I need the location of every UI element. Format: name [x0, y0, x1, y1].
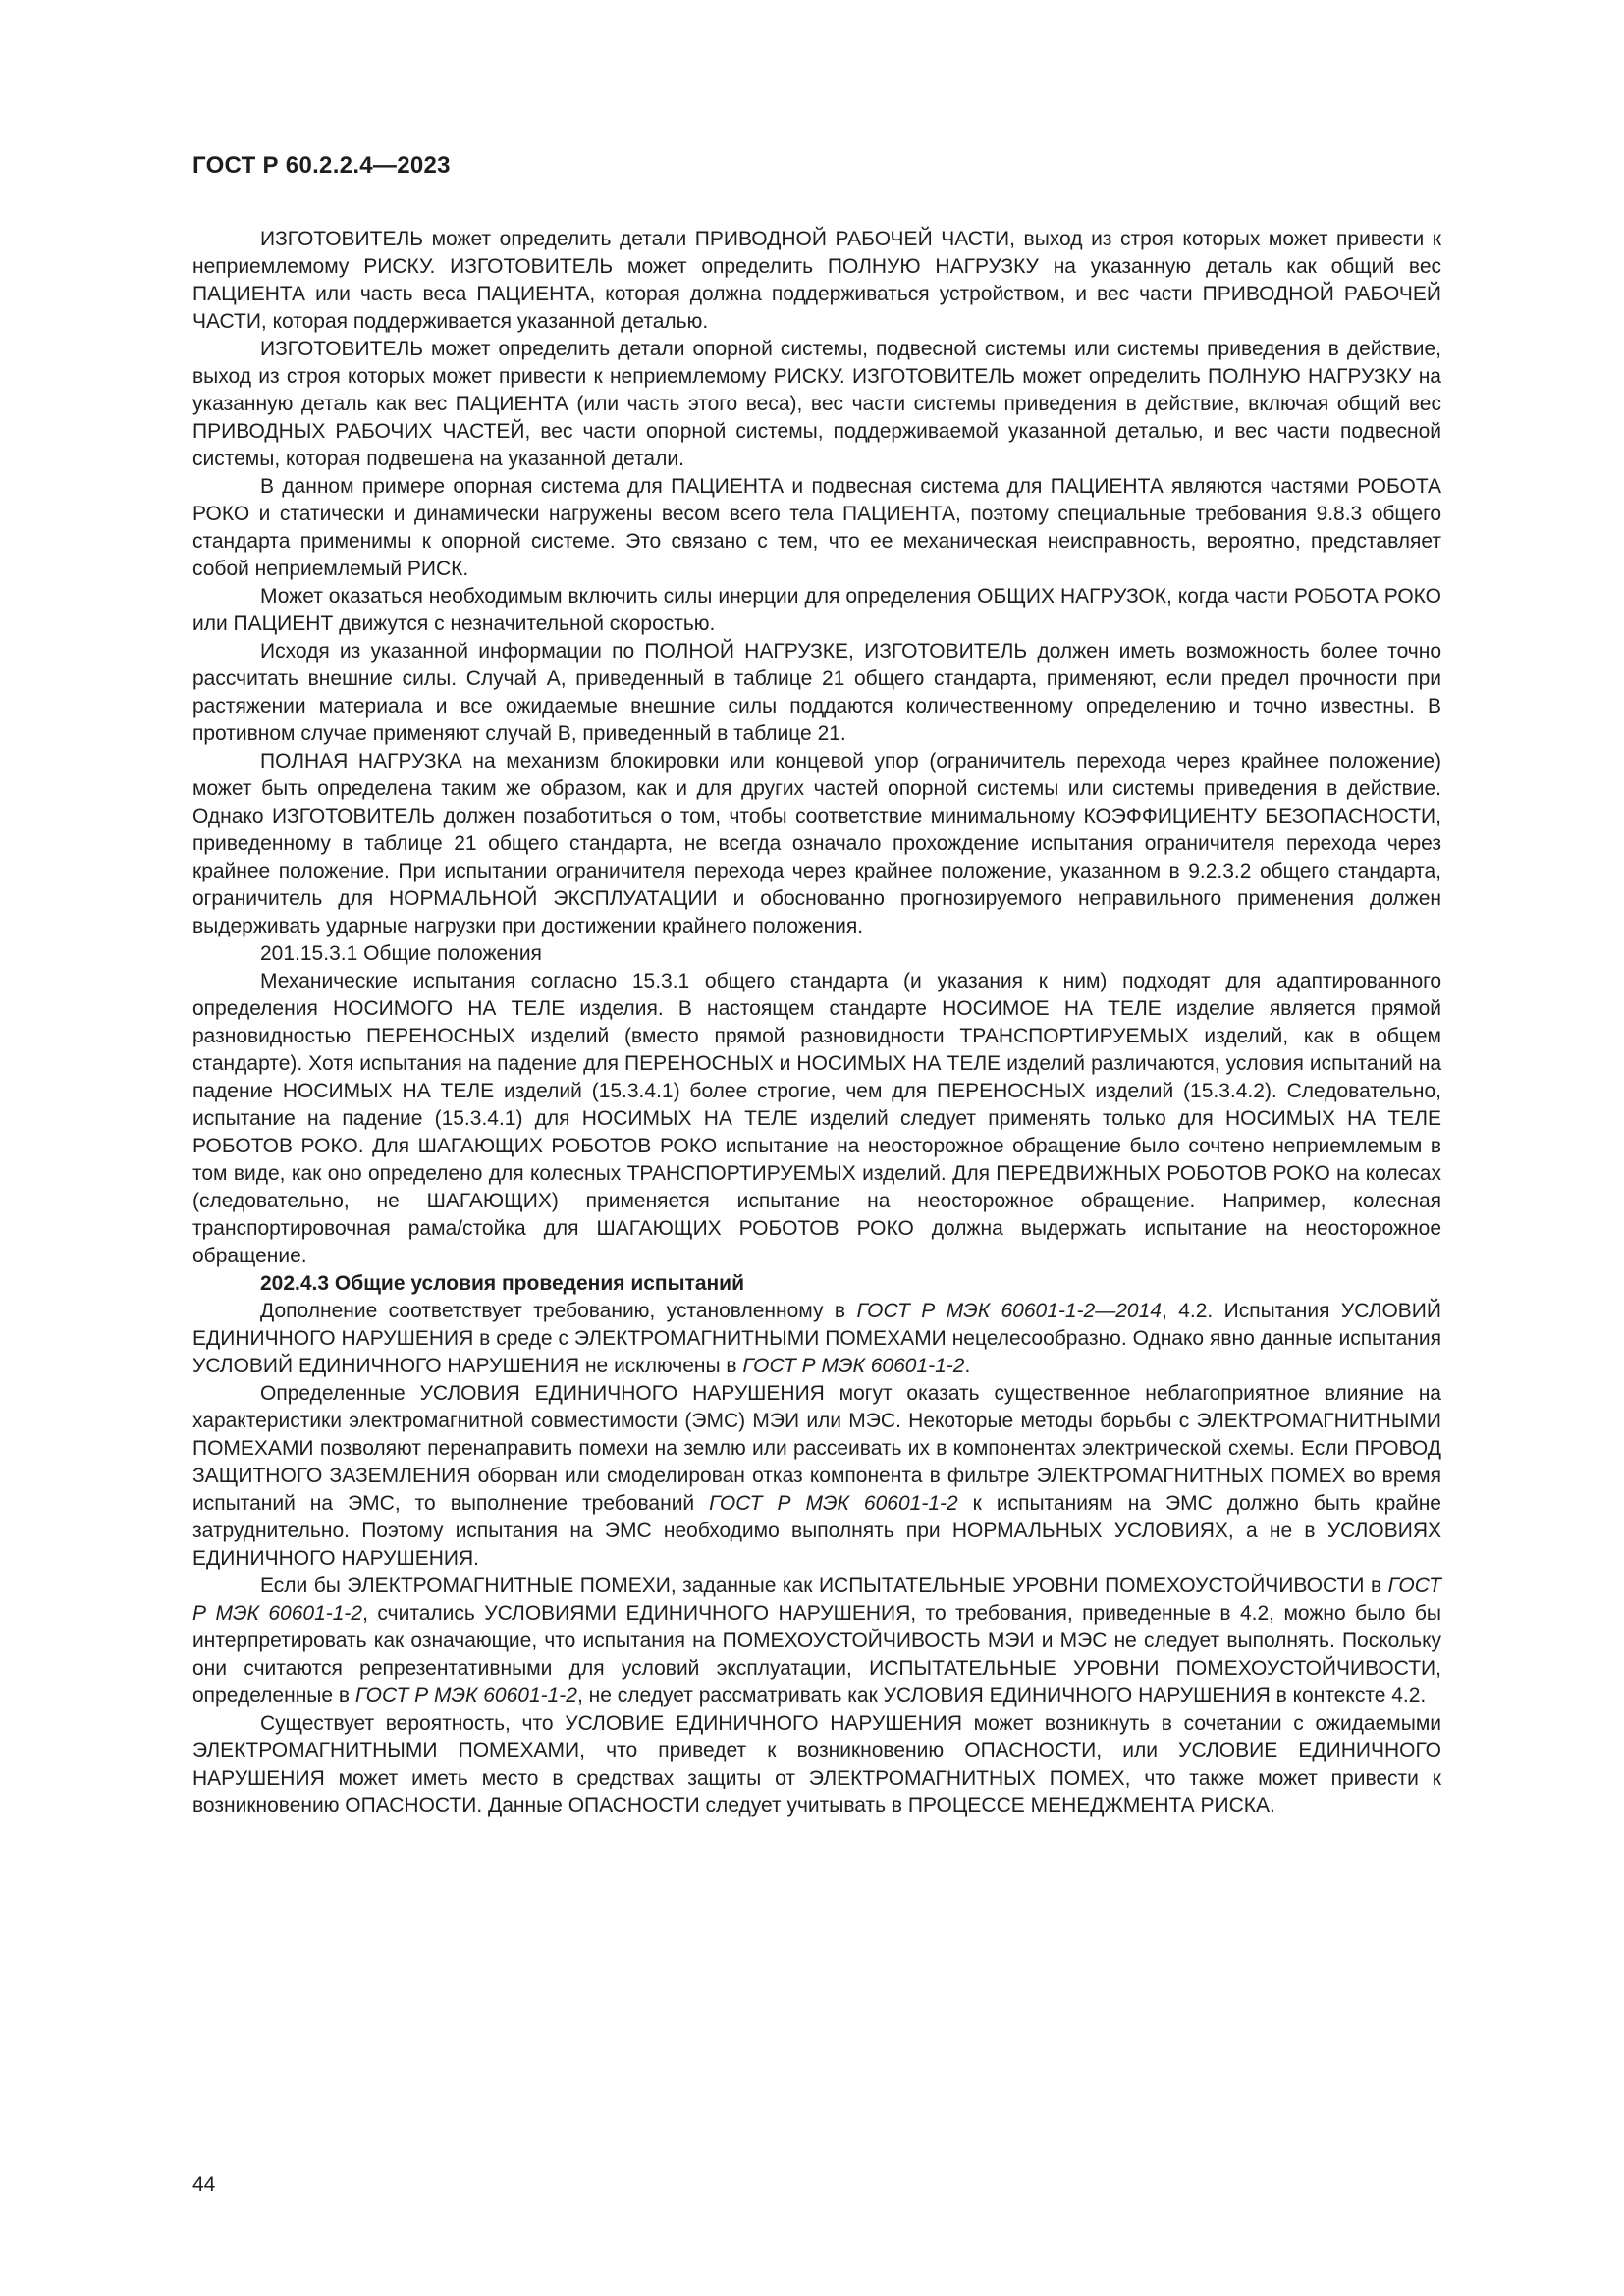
paragraph: ПОЛНАЯ НАГРУЗКА на механизм блокировки или концевой упор (ограничитель перехода через крайнее положение) может быть определена таким же образом, как и для других частей опорной системы или системы приведения в действие. Однако ИЗГОТОВИТЕЛЬ должен позаботиться о том, чтобы соответствие минимальному КОЭФФИЦИЕНТУ БЕЗОПАСНОСТИ, приведенному в таблице 21 общего стандарта, не всегда означало прохождение испытания ограничителя перехода через крайнее положение. При испытании ограничителя перехода через крайнее положение, указанном в 9.2.3.2 общего стандарта, ограничитель для НОРМАЛЬНОЙ ЭКСПЛУАТАЦИИ и обоснованно прогнозируемого неправильного применения должен выдерживать ударные нагрузки при достижении крайнего положения. [192, 750, 1441, 937]
paragraph-run: Определенные УСЛОВИЯ ЕДИНИЧНОГО НАРУШЕНИЯ могут оказать существенное неблагоприятное влияние на характеристики электромагнитной совместимости (ЭМС) МЭИ или МЭС. Некоторые методы борьбы с ЭЛЕКТРОМАГНИТНЫМИ ПОМЕХАМИ позволяют перенаправить помехи на землю или рассеивать их в компонентах электрической схемы. Если ПРОВОД ЗАЩИТНОГО ЗАЗЕМЛЕНИЯ оборван или смоделирован отказ компонента в фильтре ЭЛЕКТРОМАГНИТНЫХ ПОМЕХ во время испытаний на ЭМС, то выполнение требований [192, 1382, 1441, 1515]
paragraph-run: Если бы ЭЛЕКТРОМАГНИТНЫЕ ПОМЕХИ, заданные как ИСПЫТАТЕЛЬНЫЕ УРОВНИ ПОМЕХОУСТОЙЧИВОСТИ в [260, 1575, 1388, 1597]
standard-reference: ГОСТ Р МЭК 60601-1-2 [354, 1684, 577, 1707]
standard-reference: ГОСТ Р МЭК 60601-1-2 [192, 1575, 1441, 1625]
subsection-title: 201.15.3.1 Общие положения [260, 942, 542, 965]
paragraph: Механические испытания согласно 15.3.1 общего стандарта (и указания к ним) подходят для адаптированного определения НОСИМОГО НА ТЕЛЕ изделия. В настоящем стандарте НОСИМОЕ НА ТЕЛЕ изделие является прямой разновидностью ПЕРЕНОСНЫХ изделий (вместо прямой разновидности ТРАНСПОРТИРУЕМЫХ изделий, как в общем стандарте). Хотя испытания на падение для ПЕРЕНОСНЫХ и НОСИМЫХ НА ТЕЛЕ изделий различаются, условия испытаний на падение НОСИМЫХ НА ТЕЛЕ изделий (15.3.4.1) более строгие, чем для ПЕРЕНОСНЫХ изделий (15.3.4.2). Следовательно, испытание на падение (15.3.4.1) для НОСИМЫХ НА ТЕЛЕ изделий следует применять только для НОСИМЫХ НА ТЕЛЕ РОБОТОВ РОКО. Для ШАГАЮЩИХ РОБОТОВ РОКО испытание на неосторожное обращение было сочтено неприемлемым в том виде, как оно определено для колесных ТРАНСПОРТИРУЕМЫХ изделий. Для ПЕРЕДВИЖНЫХ РОБОТОВ РОКО на колесах (следовательно, не ШАГАЮЩИХ) применяется испытание на неосторожное обращение. Например, колесная транспортировочная рама/стойка для ШАГАЮЩИХ РОБОТОВ РОКО должна выдержать испытание на неосторожное обращение. [192, 970, 1441, 1267]
standard-reference: ГОСТ Р МЭК 60601-1-2—2014 [856, 1300, 1162, 1322]
paragraph: Существует вероятность, что УСЛОВИЕ ЕДИНИЧНОГО НАРУШЕНИЯ может возникнуть в сочетании с ожидаемыми ЭЛЕКТРОМАГНИТНЫМИ ПОМЕХАМИ, что приведет к возникновению ОПАСНОСТИ, или УСЛОВИЕ ЕДИНИЧНОГО НАРУШЕНИЯ может иметь место в средствах защиты от ЭЛЕКТРОМАГНИТНЫХ ПОМЕХ, что также может привести к возникновению ОПАСНОСТИ. Данные ОПАСНОСТИ следует учитывать в ПРОЦЕССЕ МЕНЕДЖМЕНТА РИСКА. [192, 1712, 1441, 1817]
standard-reference: ГОСТ Р МЭК 60601-1-2 [742, 1355, 965, 1377]
paragraph [192, 1380, 1441, 1573]
paragraph: В данном примере опорная система для ПАЦИЕНТА и подвесная система для ПАЦИЕНТА являются частями РОБОТА РОКО и статически и динамически нагружены весом всего тела ПАЦИЕНТА, поэтому специальные требования 9.8.3 общего стандарта применимы к опорной системе. Это связано с тем, что ее механическая неисправность, вероятно, представляет собой неприемлемый РИСК. [192, 475, 1441, 580]
paragraph [192, 1573, 1441, 1710]
document-body [192, 226, 1441, 1820]
paragraph-run: , 4.2. Испытания УСЛОВИЙ ЕДИНИЧНОГО НАРУШЕНИЯ в среде с ЭЛЕКТРОМАГНИТНЫМИ ПОМЕХАМИ нецелесообразно. Однако явно данные испытания УСЛОВИЙ ЕДИНИЧНОГО НАРУШЕНИЯ не исключены в [192, 1300, 1441, 1377]
paragraph-run: к испытаниям на ЭМС должно быть крайне затруднительно. Поэтому испытания на ЭМС необходимо выполнять при НОРМАЛЬНЫХ УСЛОВИЯХ, а не в УСЛОВИЯХ ЕДИНИЧНОГО НАРУШЕНИЯ. [192, 1492, 1441, 1570]
paragraph-run: Дополнение соответствует требованию, установленному в [260, 1300, 857, 1322]
paragraph-run: , считались УСЛОВИЯМИ ЕДИНИЧНОГО НАРУШЕНИЯ, то требования, приведенные в 4.2, можно было бы интерпретировать как означающие, что испытания на ПОМЕХОУСТОЙЧИВОСТЬ МЭИ и МЭС не следует выполнять. Поскольку они считаются репрезентативными для условий эксплуатации, ИСПЫТАТЕЛЬНЫЕ УРОВНИ ПОМЕХОУСТОЙЧИВОСТИ, определенные в [192, 1602, 1441, 1707]
paragraph: ИЗГОТОВИТЕЛЬ может определить детали ПРИВОДНОЙ РАБОЧЕЙ ЧАСТИ, выход из строя которых может привести к неприемлемому РИСКУ. ИЗГОТОВИТЕЛЬ может определить ПОЛНУЮ НАГРУЗКУ на указанную деталь как общий вес ПАЦИЕНТА или часть веса ПАЦИЕНТА, которая должна поддерживаться устройством, и вес части ПРИВОДНОЙ РАБОЧЕЙ ЧАСТИ, которая поддерживается указанной деталью. [192, 228, 1441, 333]
paragraph-run: , не следует рассматривать как УСЛОВИЯ ЕДИНИЧНОГО НАРУШЕНИЯ в контексте 4.2. [576, 1684, 1427, 1707]
paragraph-run: . [964, 1355, 971, 1377]
standard-reference: ГОСТ Р МЭК 60601-1-2 [709, 1492, 958, 1515]
paragraph: ИЗГОТОВИТЕЛЬ может определить детали опорной системы, подвесной системы или системы приведения в действие, выход из строя которых может привести к неприемлемому РИСКУ. ИЗГОТОВИТЕЛЬ может определить ПОЛНУЮ НАГРУЗКУ на указанную деталь как вес ПАЦИЕНТА (или часть этого веса), вес части системы приведения в действие, включая общий вес ПРИВОДНЫХ РАБОЧИХ ЧАСТЕЙ, вес части опорной системы, поддерживаемой указанной деталью, и вес части подвесной системы, которая подвешена на указанной детали. [192, 338, 1441, 470]
document-code-header: ГОСТ Р 60.2.2.4—2023 [192, 152, 451, 179]
section-heading: 202.4.3 Общие условия проведения испытаний [260, 1272, 744, 1295]
paragraph [192, 1298, 1441, 1380]
paragraph: Исходя из указанной информации по ПОЛНОЙ НАГРУЗКЕ, ИЗГОТОВИТЕЛЬ должен иметь возможность более точно рассчитать внешние силы. Случай А, приведенный в таблице 21 общего стандарта, применяют, если предел прочности при растяжении материала и все ожидаемые внешние силы поддаются количественному определению и точно известны. В противном случае применяют случай В, приведенный в таблице 21. [192, 640, 1441, 745]
page-number: 44 [192, 2173, 216, 2196]
paragraph: Может оказаться необходимым включить силы инерции для определения ОБЩИХ НАГРУЗОК, когда части РОБОТА РОКО или ПАЦИЕНТ движутся с незначительной скоростью. [192, 585, 1441, 635]
